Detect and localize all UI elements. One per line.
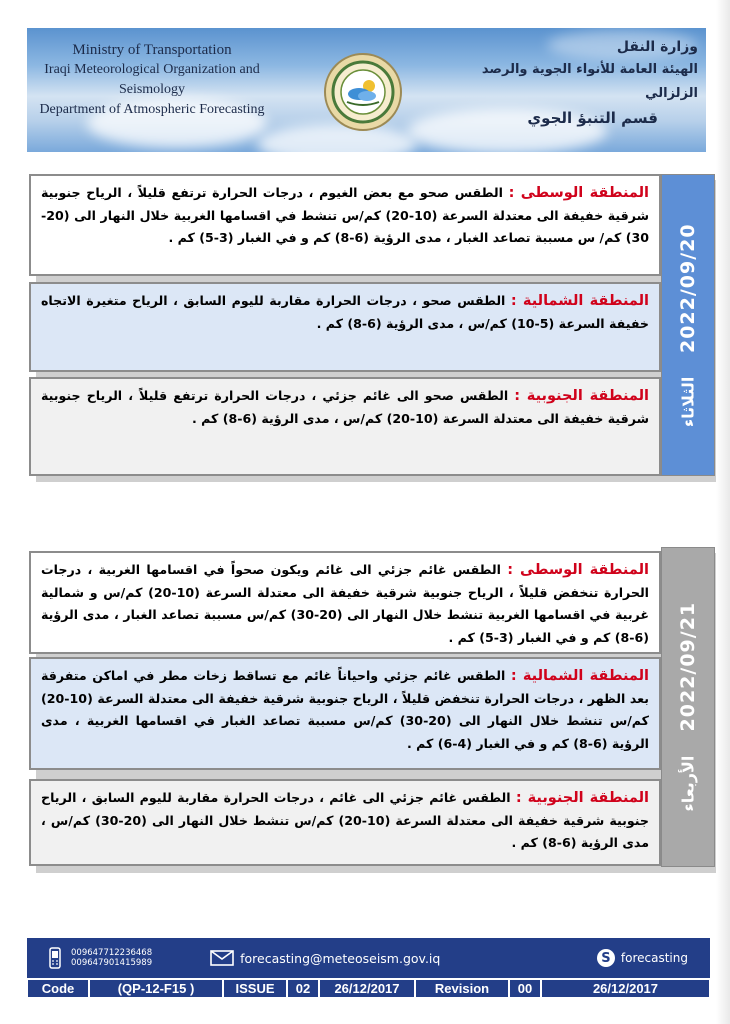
day2-date-tab — [661, 547, 715, 867]
region-title: المنطقة الجنوبية : — [514, 388, 649, 404]
code-value: (QP-12-F15 ) — [89, 979, 223, 998]
forecast-text: الطقس صحو مع بعض الغيوم ، درجات الحرارة ترتفع قليلاً ، الرياح جنوبية شرقية خفيفة الى معتدلة السرعة (10-20) كم/س تنشط في اقسامها الغربية خلال النهار الى (20-30) كم/ س مسببة تصاعد الغبار ، مدى الرؤية (6-8) كم و في الغبار (3-5) كم . — [41, 185, 649, 245]
issue-date: 26/12/2017 — [319, 979, 415, 998]
header-english — [27, 40, 277, 120]
header-ar-department: قسم التنبؤ الجوي — [527, 109, 658, 127]
day1-weekday: الثلاثاء — [678, 376, 698, 427]
skype-handle[interactable]: forecasting — [620, 951, 688, 965]
header-en-organization: Iraqi Meteorological Organization and Seismology — [44, 62, 260, 97]
header-en-ministry: Ministry of Transportation — [72, 42, 232, 58]
header-en-department: Department of Atmospheric Forecasting — [39, 102, 265, 117]
forecast-text: الطقس غائم جزئي الى غائم ويكون صحواً في اقسامها الغربية ، درجات الحرارة تنخفض قليلاً ، الرياح جنوبية شرقية خفيفة الى معتدلة السرعة (10-20) كم/س و شمالية غربية في اقسامها الغربية تنشط خلال النهار الى (20-30) كم/س مسببة تصاعد الغبار ، مدى الرؤية (6-8) كم و في الغبار (3-5) كم . — [41, 562, 649, 645]
day2-weekday: الأربعاء — [678, 755, 698, 812]
revision-date: 26/12/2017 — [541, 979, 710, 998]
region-title: المنطقة الوسطى : — [507, 562, 649, 578]
forecast-text: الطقس صحو الى غائم جزئي ، درجات الحرارة ترتفع قليلاً ، الرياح جنوبية شرقية خفيفة الى معتدلة السرعة (10-20) كم/س ، مدى الرؤية (6-8) كم . — [41, 388, 649, 426]
day2-south-forecast — [29, 779, 661, 866]
day2-north-forecast — [29, 657, 661, 770]
issue-value: 02 — [287, 979, 319, 998]
footer-skype[interactable] — [597, 949, 688, 967]
day2-date: 2022/09/21 — [677, 602, 699, 732]
header-banner — [27, 28, 706, 152]
day1-south-forecast — [29, 377, 661, 476]
organization-seal-logo — [323, 52, 403, 132]
footer-email[interactable] — [210, 950, 440, 966]
phone-number-1: 009647712236468 — [71, 948, 153, 958]
forecast-text: الطقس صحو ، درجات الحرارة مقاربة لليوم السابق ، الرياح متغيرة الاتجاه خفيفة السرعة (5-10) كم/س ، مدى الرؤية (6-8) كم . — [41, 293, 649, 331]
revision-value: 00 — [509, 979, 541, 998]
envelope-icon — [210, 950, 234, 966]
phone-number-2: 009647901415989 — [71, 958, 153, 968]
day2-central-forecast — [29, 551, 661, 654]
mobile-phone-icon — [49, 947, 61, 969]
forecast-text: الطقس غائم جزئي الى غائم ، درجات الحرارة مقاربة لليوم السابق ، الرياح جنوبية شرقية خفيفة الى معتدلة السرعة (10-20) كم/س تنشط خلال النهار الى (20-30) كم/س ، مدى الرؤية (6-8) كم . — [41, 790, 649, 850]
footer-contact-bar — [27, 938, 710, 978]
code-label: Code — [27, 979, 89, 998]
page-edge — [716, 0, 730, 1024]
issue-label: ISSUE — [223, 979, 287, 998]
region-title: المنطقة الشمالية : — [510, 293, 650, 309]
revision-label: Revision — [415, 979, 509, 998]
footer-document-code — [27, 978, 710, 998]
day1-central-forecast — [29, 174, 661, 276]
header-ar-organization: الهيئة العامة للأنواء الجوية والرصد الزلزالي — [481, 62, 698, 101]
header-arabic — [478, 36, 698, 130]
footer-phones — [49, 947, 152, 969]
region-title: المنطقة الجنوبية : — [515, 790, 649, 806]
forecast-text: الطقس غائم جزئي واحياناً غائم مع تساقط زخات مطر في اماكن متفرقة بعد الظهر ، درجات الحرارة تنخفض قليلاً ، الرياح جنوبية شرقية خفيفة الى معتدلة السرعة (10-20) كم/س تنشط خلال النهار الى (20-30) كم/س مسببة تصاعد الغبار في اقسامها الغربية ، مدى الرؤية (6-8) كم و في الغبار (4-6) كم . — [41, 668, 649, 751]
email-address[interactable]: forecasting@meteoseism.gov.iq — [240, 950, 441, 966]
header-ar-ministry: وزارة النقل — [616, 39, 698, 55]
skype-icon: S — [597, 949, 615, 967]
region-title: المنطقة الوسطى : — [508, 185, 649, 201]
region-title: المنطقة الشمالية : — [510, 668, 650, 684]
day1-date: 2022/09/20 — [677, 222, 699, 353]
day1-north-forecast — [29, 282, 661, 372]
day1-date-tab — [661, 174, 715, 476]
